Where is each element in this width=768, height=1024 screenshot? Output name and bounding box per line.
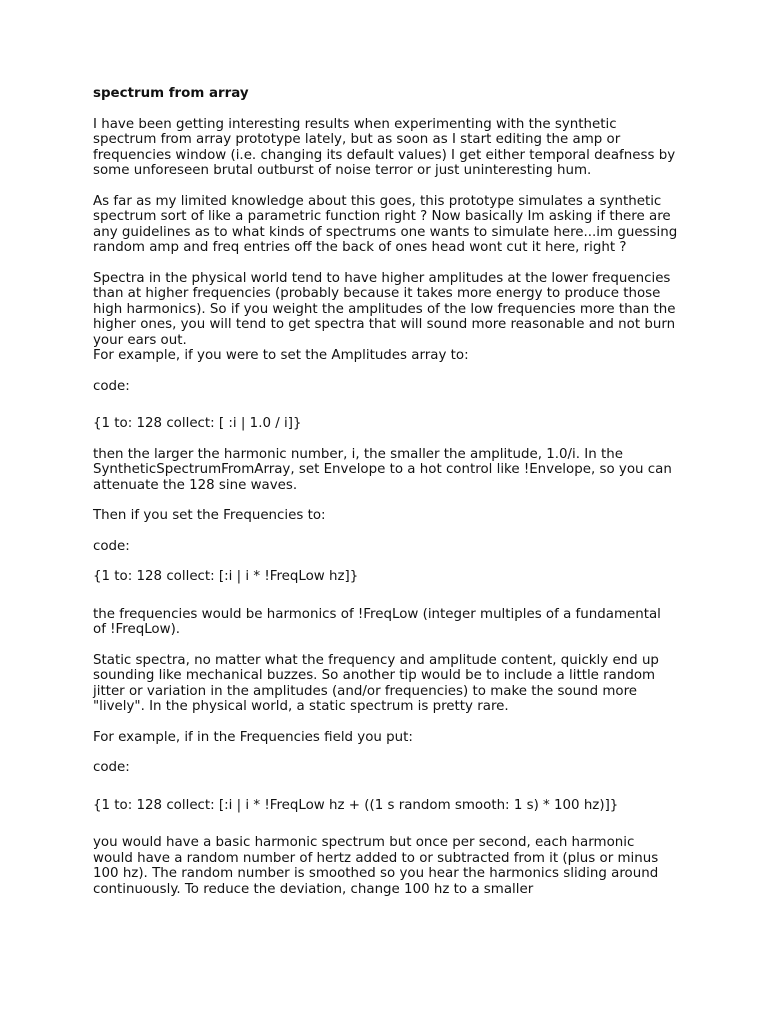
document-title: spectrum from array bbox=[93, 86, 249, 101]
document-page bbox=[93, 86, 678, 912]
paragraph-5: Then if you set the Frequencies to: bbox=[93, 508, 326, 523]
paragraph-6: the frequencies would be harmonics of !FreqLow (integer multiples of a fundamental of !FreqLow). bbox=[93, 606, 661, 637]
code-label-3: code: bbox=[93, 760, 130, 775]
paragraph-1: I have been getting interesting results when experimenting with the synthetic spectrum from array prototype lately, but as soon as I start editing the amp or frequencies window (i.e. changing its default values) I get either temporal deafness by some unforeseen brutal outburst of noise terror or just uninteresting hum. bbox=[93, 116, 676, 178]
code-block-1: {1 to: 128 collect: [ :i | 1.0 / i]} bbox=[93, 416, 302, 431]
code-block-3: {1 to: 128 collect: [:i | i * !FreqLow hz + ((1 s random smooth: 1 s) * 100 hz)]} bbox=[93, 797, 619, 813]
code-label-1: code: bbox=[93, 378, 130, 394]
paragraph-3b: For example, if you were to set the Amplitudes array to: bbox=[93, 348, 469, 363]
paragraph-7: Static spectra, no matter what the frequency and amplitude content, quickly end up sounding like mechanical buzzes. So another tip would be to include a little random jitter or variation in the amplitudes (and/or frequencies) to make the sound more "lively". In the physical world, a static spectrum is pretty rare. bbox=[93, 652, 659, 714]
paragraph-3: Spectra in the physical world tend to have higher amplitudes at the lower frequencies than at higher frequencies (probably because it takes more energy to produce those high harmonics). So if you weight the amplitudes of the low frequencies more than the higher ones, you will tend to get spectra that will sound more reasonable and not burn your ears out. bbox=[93, 270, 676, 348]
code-label-2: code: bbox=[93, 538, 130, 554]
code-block-2: {1 to: 128 collect: [:i | i * !FreqLow hz]} bbox=[93, 569, 359, 584]
paragraph-2: As far as my limited knowledge about this goes, this prototype simulates a synthetic spectrum sort of like a parametric function right ? Now basically Im asking if there are any guidelines as to what kinds of spectrums one wants to simulate here...im guessing random amp and freq entries off the back of ones head wont cut it here, right ? bbox=[93, 193, 678, 255]
paragraph-9: you would have a basic harmonic spectrum but once per second, each harmonic would have a random number of hertz added to or subtracted from it (plus or minus 100 hz). The random number is smoothed so you hear the harmonics sliding around continuously. To reduce the deviation, change 100 hz to a smaller bbox=[93, 835, 659, 897]
paragraph-4: then the larger the harmonic number, i, the smaller the amplitude, 1.0/i. In the SyntheticSpectrumFromArray, set Envelope to a hot control like !Envelope, so you can attenuate the 128 sine waves. bbox=[93, 446, 672, 493]
paragraph-8: For example, if in the Frequencies field you put: bbox=[93, 729, 413, 745]
